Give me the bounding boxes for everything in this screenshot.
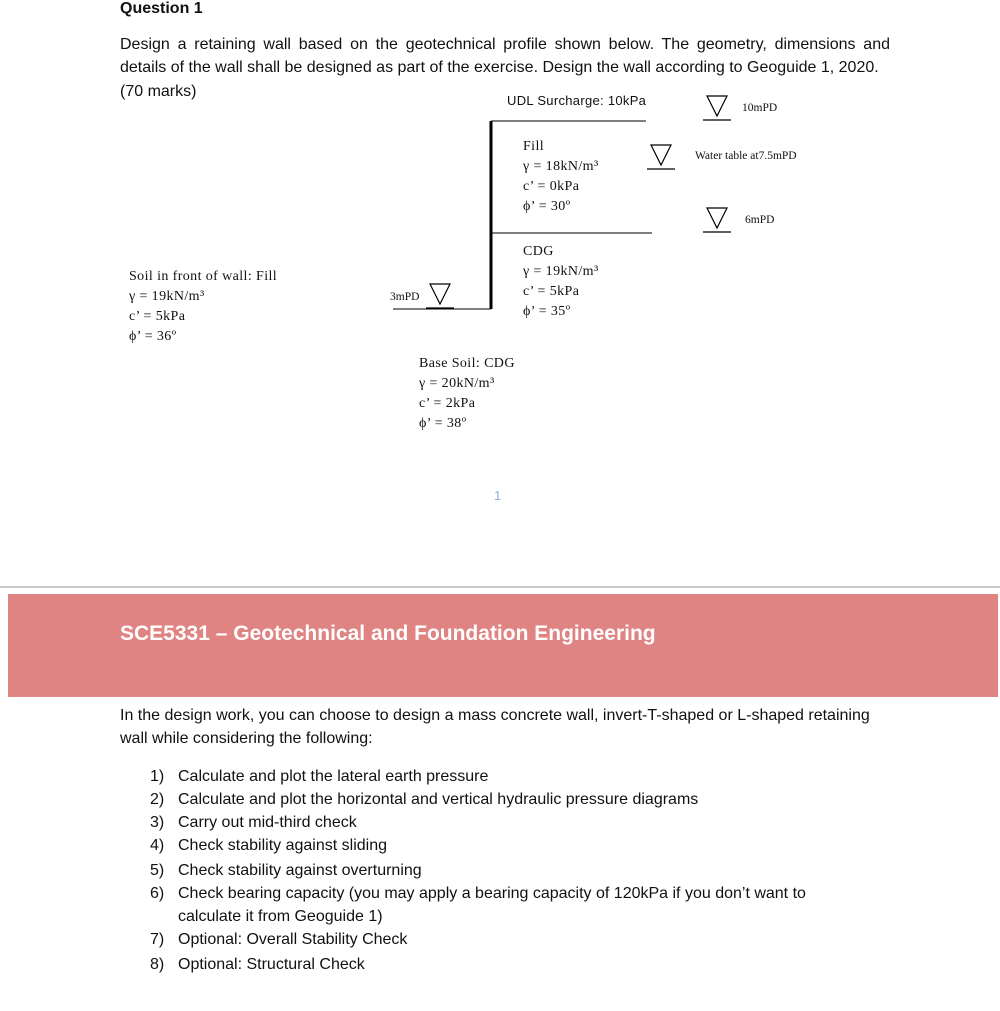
- base-soil-gamma: γ = 20kN/m³: [419, 376, 495, 391]
- water-table-marker-icon: [647, 145, 675, 169]
- page-number: 1: [494, 488, 502, 503]
- question-marks: (70 marks): [120, 83, 197, 100]
- task-list: [120, 765, 840, 976]
- base-soil-friction-angle: ϕ’ = 38º: [419, 416, 467, 431]
- page-divider: [0, 586, 1000, 588]
- list-item: [120, 882, 840, 928]
- base-soil-name: Base Soil: CDG: [419, 356, 515, 371]
- list-item-number: 2): [150, 791, 165, 808]
- intro-paragraph: In the design work, you can choose to design a mass concrete wall, invert-T-shaped or L-shaped retaining wall while considering the following:: [120, 707, 870, 747]
- list-item-number: 6): [150, 885, 165, 902]
- base-soil-properties: [419, 354, 515, 434]
- course-header-band: [8, 594, 998, 697]
- list-item: [120, 953, 840, 976]
- cdg-layer-gamma: γ = 19kN/m³: [523, 264, 599, 279]
- list-item-number: 8): [150, 956, 165, 973]
- question-heading: Question 1: [120, 0, 203, 17]
- list-item-number: 7): [150, 931, 165, 948]
- course-title: SCE5331 – Geotechnical and Foundation Engineering: [120, 622, 656, 645]
- list-item-text: Check stability against sliding: [178, 837, 387, 854]
- level-label-mid: 6mPD: [745, 214, 775, 226]
- front-soil-cohesion: c’ = 5kPa: [129, 309, 186, 324]
- list-item: [120, 928, 840, 951]
- cdg-layer-cohesion: c’ = 5kPa: [523, 284, 580, 299]
- list-item-text: Check bearing capacity (you may apply a bearing capacity of 120kPa if you don’t want to calculate it from Geoguide 1): [178, 885, 806, 925]
- front-soil-properties: [129, 267, 277, 347]
- level-label-front: 3mPD: [390, 291, 420, 303]
- question-text: Design a retaining wall based on the geotechnical profile shown below. The geometry, dimensions and details of the wall shall be designed as part of the exercise. Design the wall according to Geoguide 1, 2020.: [120, 36, 890, 76]
- fill-layer-friction-angle: ϕ’ = 30º: [523, 199, 571, 214]
- list-item: [120, 859, 840, 882]
- fill-layer-properties: [523, 137, 599, 217]
- list-item-text: Optional: Structural Check: [178, 956, 365, 973]
- list-item: [120, 765, 840, 788]
- fill-layer-gamma: γ = 18kN/m³: [523, 159, 599, 174]
- list-item-text: Optional: Overall Stability Check: [178, 931, 408, 948]
- cdg-layer-name: CDG: [523, 244, 554, 259]
- cdg-layer-properties: [523, 242, 599, 322]
- list-item-text: Check stability against overturning: [178, 862, 422, 879]
- level-marker-10mPD-icon: [703, 96, 731, 120]
- water-table-label: Water table at7.5mPD: [695, 150, 797, 162]
- front-soil-name: Soil in front of wall: Fill: [129, 269, 278, 284]
- level-label-top: 10mPD: [742, 102, 778, 114]
- list-item: [120, 834, 840, 857]
- front-soil-gamma: γ = 19kN/m³: [129, 289, 205, 304]
- list-item: [120, 788, 840, 811]
- list-item-text: Calculate and plot the lateral earth pressure: [178, 768, 489, 785]
- fill-layer-cohesion: c’ = 0kPa: [523, 179, 580, 194]
- level-marker-6mPD-icon: [703, 208, 731, 232]
- base-soil-cohesion: c’ = 2kPa: [419, 396, 476, 411]
- list-item-number: 1): [150, 768, 165, 785]
- list-item-text: Carry out mid-third check: [178, 814, 357, 831]
- surcharge-label: UDL Surcharge: 10kPa: [507, 93, 647, 108]
- list-item-number: 3): [150, 814, 165, 831]
- cdg-layer-friction-angle: ϕ’ = 35º: [523, 304, 571, 319]
- level-marker-3mPD-icon: [426, 284, 454, 308]
- list-item-number: 5): [150, 862, 165, 879]
- list-item-text: Calculate and plot the horizontal and vertical hydraulic pressure diagrams: [178, 791, 699, 808]
- list-item-number: 4): [150, 837, 165, 854]
- front-soil-friction-angle: ϕ’ = 36º: [129, 329, 177, 344]
- list-item: [120, 811, 840, 834]
- fill-layer-name: Fill: [523, 139, 545, 154]
